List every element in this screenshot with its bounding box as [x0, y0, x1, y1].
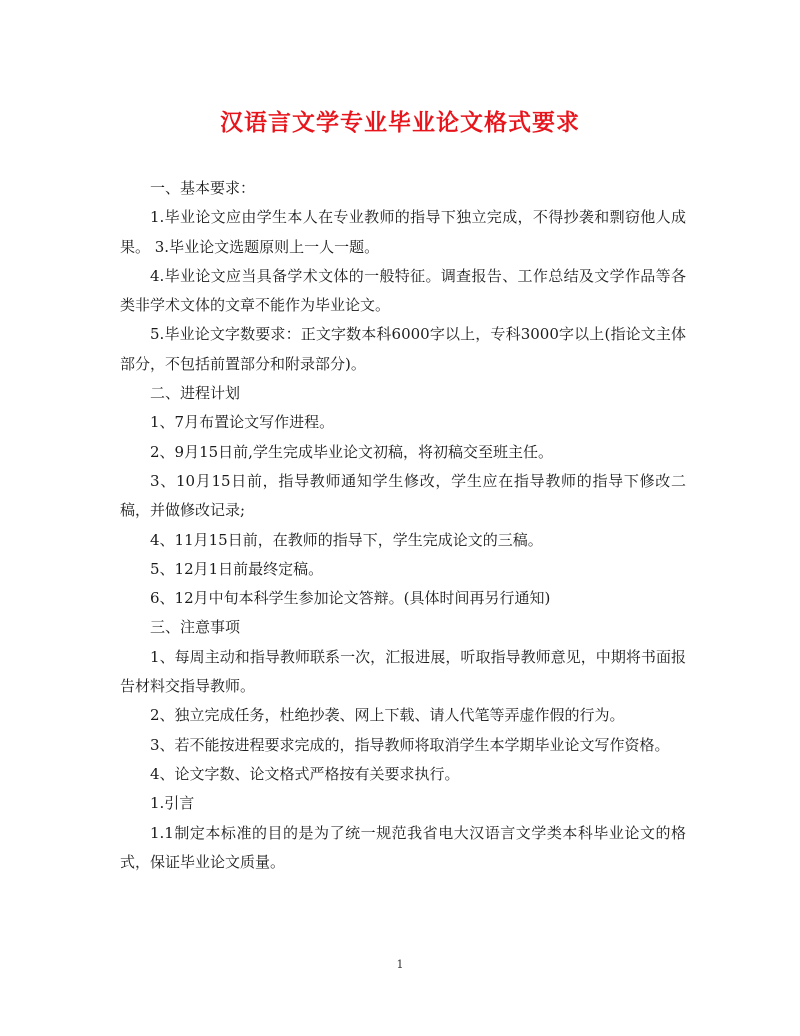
- paragraph: 3、10月15日前，指导教师通知学生修改，学生应在指导教师的指导下修改二稿，并做修改记录;: [120, 471, 686, 520]
- paragraph: 4.毕业论文应当具备学术文体的一般特征。调查报告、工作总结及文学作品等各类非学术文体的文章不能作为毕业论文。: [120, 266, 686, 315]
- paragraph: 4、论文字数、论文格式严格按有关要求执行。: [150, 764, 460, 783]
- paragraph: 1、每周主动和指导教师联系一次，汇报进展，听取指导教师意见，中期将书面报告材料交指导教师。: [120, 647, 686, 696]
- paragraph: 3、若不能按进程要求完成的，指导教师将取消学生本学期毕业论文写作资格。: [150, 735, 670, 754]
- paragraph: 5、12月1日前最终定稿。: [150, 559, 324, 578]
- page-number: 1: [396, 958, 404, 971]
- document-body: [120, 174, 686, 877]
- section-heading-schedule: 二、进程计划: [150, 384, 241, 403]
- section-heading-basic-requirements: 一、基本要求：: [150, 179, 256, 197]
- section-heading-introduction: 1.引言: [150, 794, 195, 813]
- document-title: 汉语言文学专业毕业论文格式要求: [220, 109, 580, 136]
- paragraph: 4、11月15日前，在教师的指导下，学生完成论文的三稿。: [150, 530, 543, 549]
- paragraph: 2、独立完成任务，杜绝抄袭、网上下载、请人代笔等弄虚作假的行为。: [150, 706, 625, 725]
- paragraph: 5.毕业论文字数要求：正文字数本科6000字以上，专科3000字以上(指论文主体部分，不包括前置部分和附录部分)。: [120, 325, 686, 373]
- section-heading-notes: 三、注意事项: [150, 618, 241, 637]
- paragraph: 1、7月布置论文写作进程。: [150, 413, 335, 432]
- paragraph: 1.毕业论文应由学生本人在专业教师的指导下独立完成，不得抄袭和剽窃他人成果。 3.毕业论文选题原则上一人一题。: [120, 208, 686, 256]
- paragraph: 1.1制定本标准的目的是为了统一规范我省电大汉语言文学类本科毕业论文的格式，保证毕业论文质量。: [120, 823, 686, 871]
- paragraph: 2、9月15日前,学生完成毕业论文初稿，将初稿交至班主任。: [150, 442, 553, 461]
- paragraph: 6、12月中旬本科学生参加论文答辩。(具体时间再另行通知): [150, 589, 551, 608]
